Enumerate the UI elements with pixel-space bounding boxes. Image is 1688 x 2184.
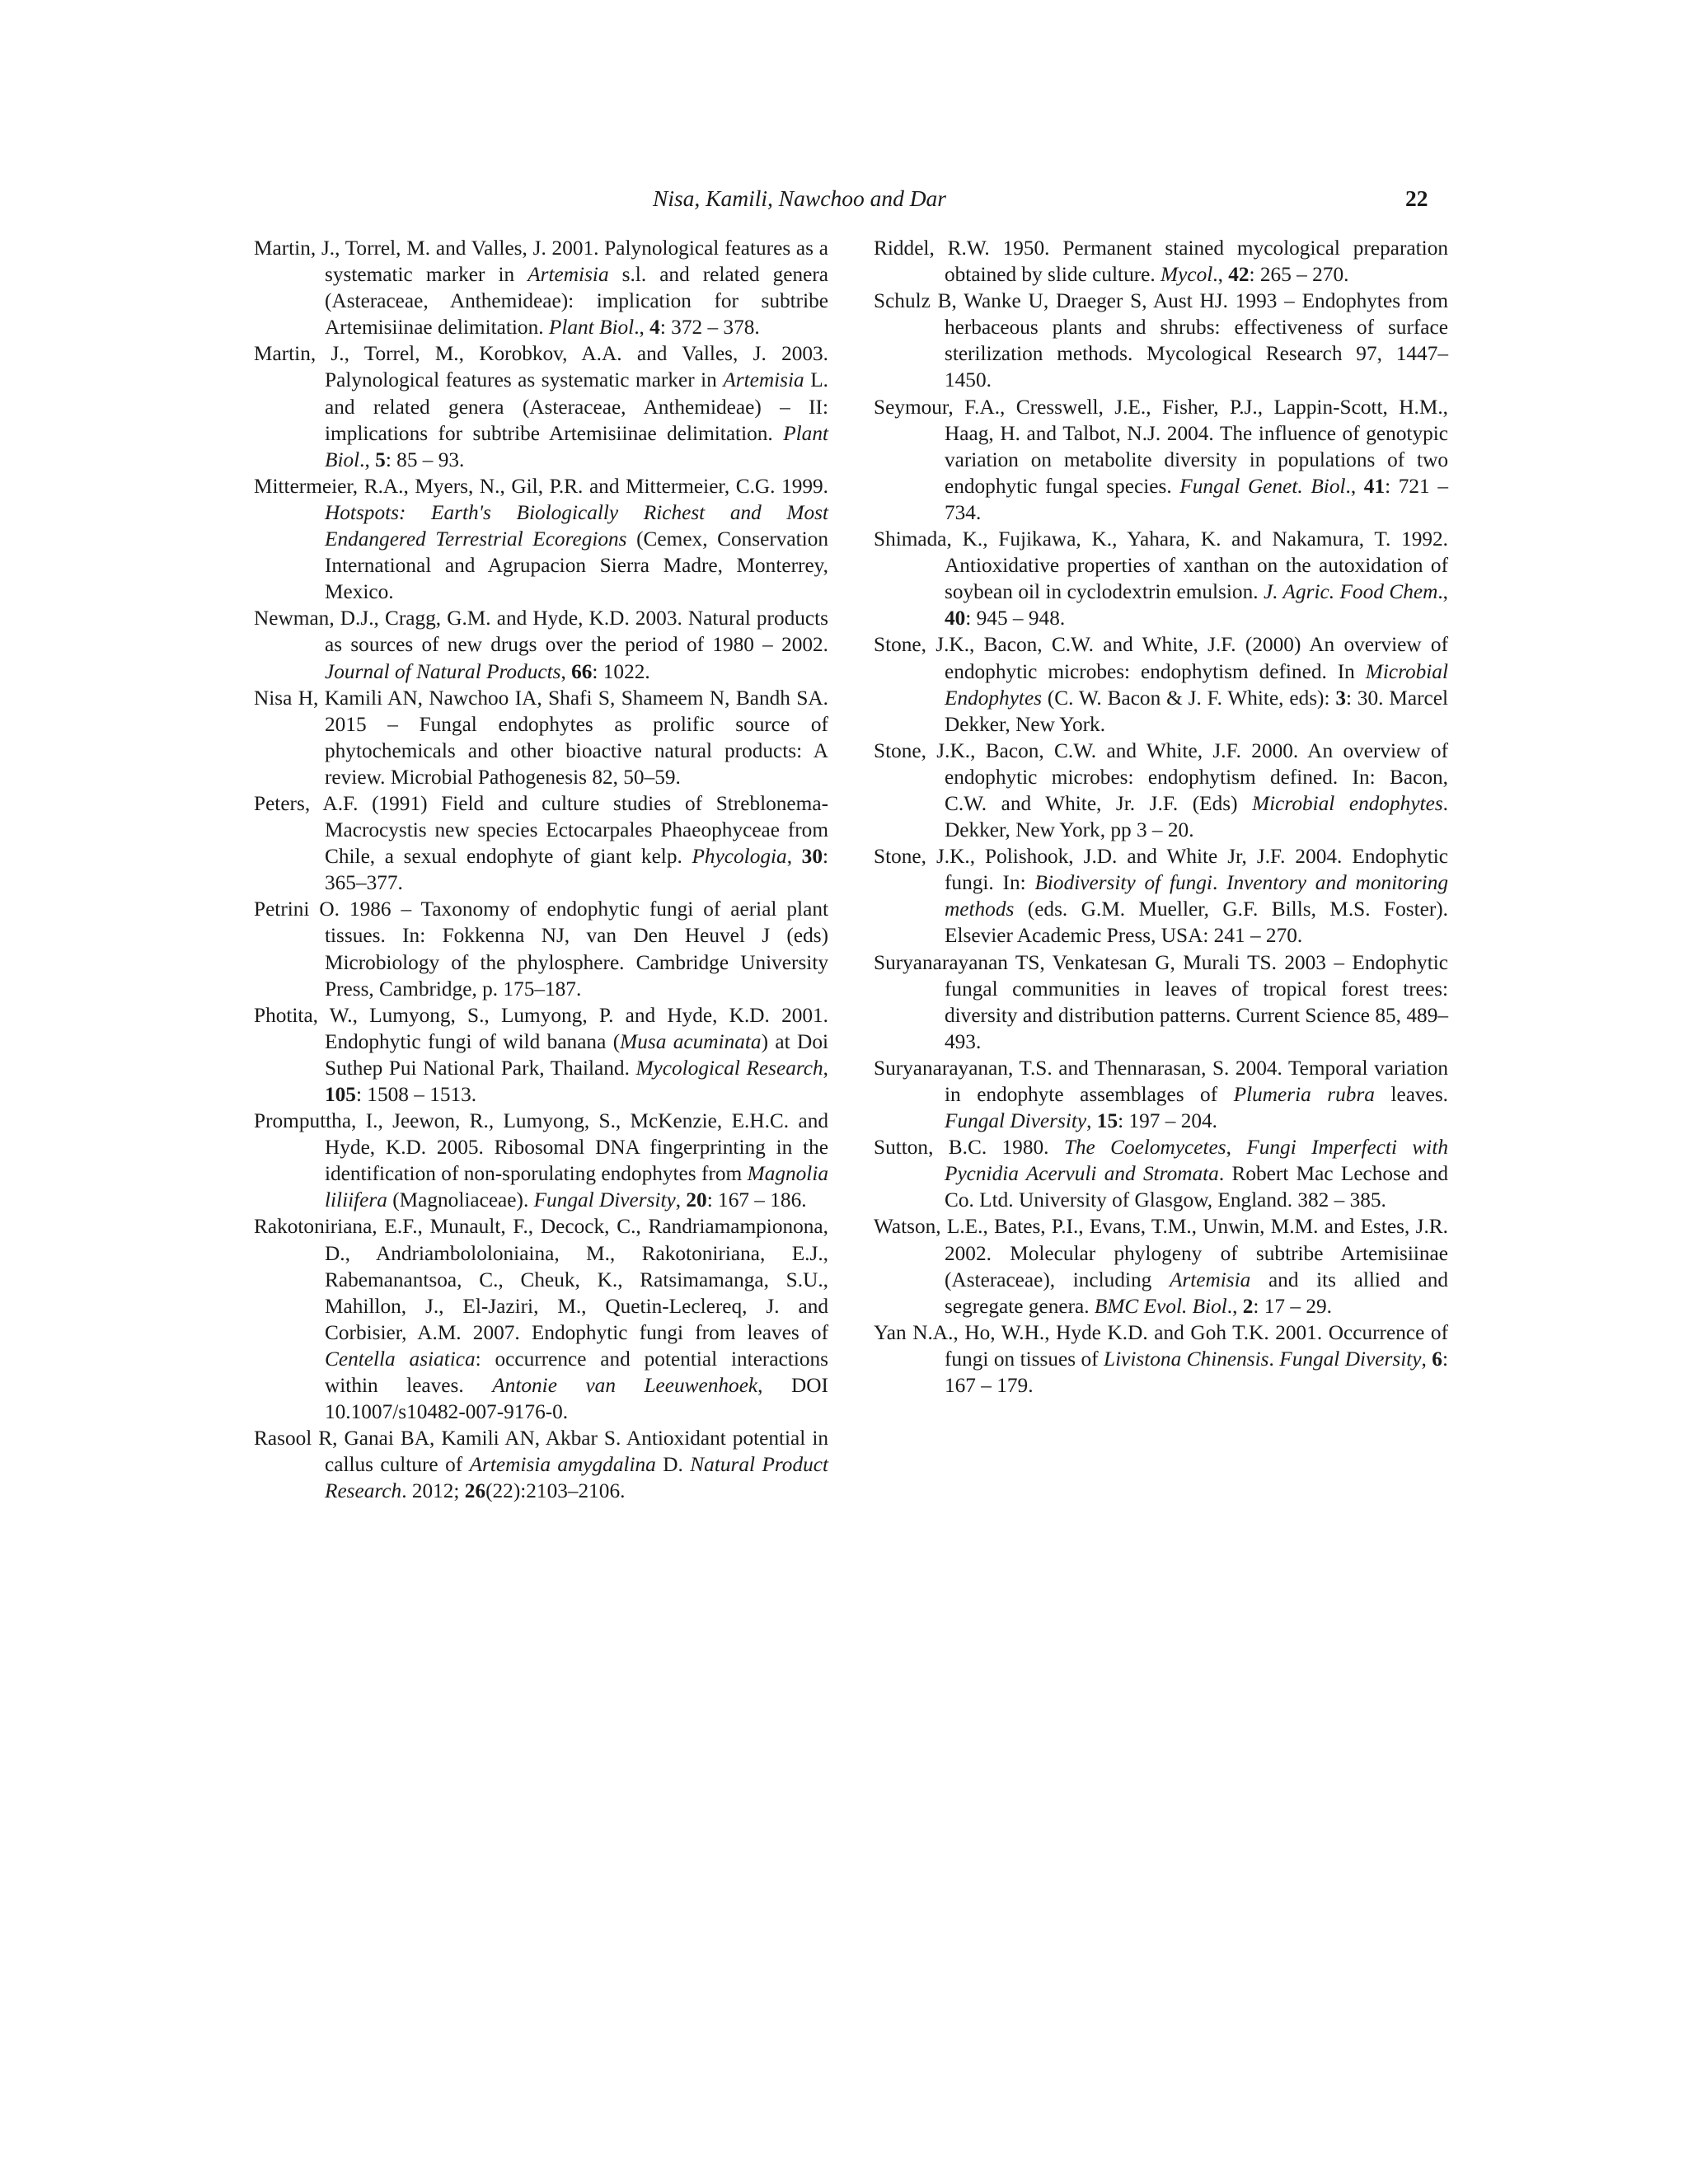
reference-text-segment: ) at Doi Suthep Pui National Park, Thailand. xyxy=(325,1029,828,1080)
reference-text-segment: (Magnoliaceae). xyxy=(387,1188,534,1212)
reference-text-segment: : 30. Marcel Dekker, New York. xyxy=(945,686,1448,736)
reference-entry xyxy=(874,1213,1448,1319)
reference-text-segment: 15 xyxy=(1096,1109,1118,1133)
reference-text-segment: Mittermeier, R.A., Myers, N., Gil, P.R. and Mittermeier, C.G. 1999. xyxy=(254,474,828,498)
reference-text-segment: Stone, J.K., Bacon, C.W. and White, J.F. 2000. An overview of endophytic microbes: endophytism defined. In: Bacon, C.W. and White, Jr. J.F. (Eds) xyxy=(874,738,1448,815)
reference-text-segment: ., xyxy=(359,448,376,471)
reference-text-segment: (22):2103–2106. xyxy=(485,1479,626,1503)
reference-text-segment: (Cemex, Conservation International and Agrupacion Sierra Madre, Monterrey, Mexico. xyxy=(325,527,828,604)
reference-text-segment: D. xyxy=(655,1453,691,1477)
reference-text-segment: Suryanarayanan, T.S. and Thennarasan, S. 2004. Temporal variation in endophyte assemblages of xyxy=(874,1056,1448,1106)
reference-text-segment: Mycol xyxy=(1160,263,1213,287)
reference-text-segment: Schulz B, Wanke U, Draeger S, Aust HJ. 1993 – Endophytes from herbaceous plants and shrubs: effectiveness of surface sterilization methods. Mycological Research 97, 1447–1450. xyxy=(874,289,1448,392)
reference-text-segment: ., xyxy=(634,316,650,340)
reference-entry xyxy=(254,1108,828,1213)
reference-text-segment: Photita, W., Lumyong, S., Lumyong, P. and Hyde, K.D. 2001. Endophytic fungi of wild banana ( xyxy=(254,1003,828,1053)
reference-text-segment: : 167 – 186. xyxy=(706,1188,807,1212)
reference-text-segment: : 1508 – 1513. xyxy=(355,1083,477,1106)
reference-text-segment: Nisa H, Kamili AN, Nawchoo IA, Shafi S, Shameem N, Bandh SA. 2015 – Fungal endophytes as prolific source of phytochemicals and other bioactive natural products: A review. Microbial Pathogenesis 82, 50–59. xyxy=(254,686,828,789)
reference-entry xyxy=(254,605,828,684)
reference-text-segment: Livistona Chinensis xyxy=(1104,1347,1269,1371)
reference-text-segment: BMC Evol. Biol xyxy=(1094,1294,1227,1318)
reference-entry xyxy=(254,473,828,605)
reference-text-segment: , xyxy=(1226,1136,1247,1160)
reference-text-segment: ., xyxy=(1437,580,1448,604)
reference-text-segment: , xyxy=(1421,1347,1432,1371)
reference-text-segment: 4 xyxy=(649,316,660,340)
reference-text-segment: ., xyxy=(1226,1294,1243,1318)
reference-text-segment: Plumeria rubra xyxy=(1233,1083,1375,1106)
reference-text-segment: , xyxy=(823,1056,828,1080)
reference-text-segment: Shimada, K., Fujikawa, K., Yahara, K. and Nakamura, T. 1992. Antioxidative properties of xanthan on the autoxidation of soybean oil in cyclodextrin emulsion. xyxy=(874,527,1448,604)
reference-text-segment: Biodiversity of fungi xyxy=(1034,871,1212,895)
reference-text-segment: Fungal Genet. Biol xyxy=(1179,474,1346,498)
reference-text-segment: Watson, L.E., Bates, P.I., Evans, T.M., Unwin, M.M. and Estes, J.R. 2002. Molecular phylogeny of subtribe Artemisiinae (Asteraceae), including xyxy=(874,1215,1448,1291)
reference-text-segment: Hotspots: Earth's Biologically Richest and Most Endangered Terrestrial Ecoregions xyxy=(325,500,828,551)
reference-text-segment: 20 xyxy=(686,1188,707,1212)
reference-text-segment: Antonie van Leeuwenhoek xyxy=(492,1374,758,1398)
reference-text-segment: . xyxy=(1212,871,1227,895)
reference-text-segment: , DOI 10.1007/s10482-007-9176-0. xyxy=(325,1374,828,1424)
reference-text-segment: Suryanarayanan TS, Venkatesan G, Murali TS. 2003 – Endophytic fungal communities in leaves of tropical forest trees: diversity and distribution patterns. Current Science 85, 489–493. xyxy=(874,950,1448,1053)
reference-text-segment: 3 xyxy=(1335,686,1347,710)
reference-text-segment: : 365–377. xyxy=(325,845,828,895)
reference-text-segment: . 2012; xyxy=(401,1479,465,1503)
reference-text-segment: Seymour, F.A., Cresswell, J.E., Fisher, P.J., Lappin-Scott, H.M., Haag, H. and Talbot, N.J. 2004. The influence of genotypic variation on metabolite diversity in populations of two endophytic fungal species. xyxy=(874,395,1448,498)
reference-entry xyxy=(874,526,1448,631)
reference-text-segment: Microbial endophytes xyxy=(1252,791,1443,815)
reference-text-segment: 26 xyxy=(464,1479,486,1503)
reference-text-segment: , xyxy=(1086,1109,1097,1133)
reference-text-segment: Rasool R, Ganai BA, Kamili AN, Akbar S. Antioxidant potential in callus culture of xyxy=(254,1427,828,1477)
reference-text-segment: L. and related genera (Asteraceae, Anthemideae) – II: implications for subtribe Artemisiinae delimitation. xyxy=(325,368,828,445)
reference-text-segment: : 167 – 179. xyxy=(945,1347,1448,1398)
reference-entry xyxy=(874,949,1448,1055)
reference-text-segment: Rakotoniriana, E.F., Munault, F., Decock, C., Randriamampionona, D., Andriambololoniaina, M., Rakotoniriana, E.J., Rabemanantsoa, C., Cheuk, K., Ratsimamanga, S.U., Mahillon, J., El-Jaziri, M., Quetin-Leclereq, J. and Corbisier, A.M. 2007. Endophytic fungi from leaves of xyxy=(254,1215,828,1344)
reference-entry xyxy=(874,1319,1448,1399)
reference-text-segment: : 945 – 948. xyxy=(965,607,1066,630)
reference-entry xyxy=(874,631,1448,737)
reference-text-segment: , xyxy=(675,1188,687,1212)
reference-text-segment: Microbial Endophytes xyxy=(945,659,1448,710)
reference-text-segment: Newman, D.J., Cragg, G.M. and Hyde, K.D. 2003. Natural products as sources of new drugs over the period of 1980 – 2002. xyxy=(254,607,828,657)
reference-entry xyxy=(254,685,828,790)
reference-text-segment: , xyxy=(560,659,572,683)
reference-entry xyxy=(874,288,1448,393)
reference-text-segment: 66 xyxy=(571,659,593,683)
reference-text-segment: Martin, J., Torrel, M., Korobkov, A.A. and Valles, J. 2003. Palynological features as systematic marker in xyxy=(254,342,828,392)
reference-text-segment: Artemisia amygdalina xyxy=(469,1453,656,1477)
reference-entry xyxy=(254,1425,828,1504)
reference-text-segment: 2 xyxy=(1242,1294,1254,1318)
reference-text-segment: : 721 – 734. xyxy=(945,474,1448,524)
reference-entry xyxy=(254,1002,828,1108)
reference-text-segment: : 372 – 378. xyxy=(659,316,760,340)
reference-text-segment: Magnolia liliifera xyxy=(325,1162,828,1212)
page-number: 22 xyxy=(1405,185,1428,211)
reference-text-segment: : 197 – 204. xyxy=(1118,1109,1217,1133)
reference-entry xyxy=(874,394,1448,526)
reference-text-segment: Centella asiatica xyxy=(325,1347,476,1371)
reference-text-segment: Artemisia xyxy=(1169,1268,1251,1291)
reference-text-segment: : occurrence and potential interactions within leaves. xyxy=(325,1347,829,1398)
reference-text-segment: ., xyxy=(1345,474,1364,498)
reference-entry xyxy=(874,1134,1448,1213)
reference-text-segment: s.l. and related genera (Asteraceae, Anthemideae): implication for subtribe Artemisiinae delimitation. xyxy=(325,263,829,340)
reference-entry xyxy=(254,790,828,896)
reference-text-segment: 42 xyxy=(1228,263,1250,287)
reference-text-segment: Yan N.A., Ho, W.H., Hyde K.D. and Goh T.K. 2001. Occurrence of fungi on tissues of xyxy=(874,1320,1448,1371)
reference-text-segment: Journal of Natural Products xyxy=(325,659,561,683)
reference-text-segment: J. Agric. Food Chem xyxy=(1263,580,1438,604)
reference-text-segment: : 17 – 29. xyxy=(1253,1294,1332,1318)
references-right-column xyxy=(874,235,1448,1399)
reference-text-segment: Peters, A.F. (1991) Field and culture studies of Streblonema-Macrocystis new species Ectocarpales Phaeophyceae from Chile, a sexual endophyte of giant kelp. xyxy=(254,791,828,869)
references-left-column xyxy=(254,235,828,1505)
reference-text-segment: : 265 – 270. xyxy=(1249,263,1349,287)
reference-text-segment: (C. W. Bacon & J. F. White, eds): xyxy=(1042,686,1336,710)
reference-text-segment: ., xyxy=(1212,263,1229,287)
reference-text-segment: Petrini O. 1986 – Taxonomy of endophytic fungi of aerial plant tissues. In: Fokkenna NJ, van Den Heuvel J (eds) Microbiology of the phylosphere. Cambridge University Press, Cambridge, p. 175–187. xyxy=(254,898,828,1001)
reference-text-segment: Fungal Diversity xyxy=(1279,1347,1422,1371)
reference-text-segment: Plant Biol xyxy=(325,421,828,471)
reference-text-segment: Fungi Imperfecti with Pycnidia Acervuli and Stromata xyxy=(945,1136,1449,1186)
reference-text-segment: 5 xyxy=(375,448,386,471)
reference-entry xyxy=(874,235,1448,288)
reference-text-segment: Artemisia xyxy=(528,263,609,287)
reference-text-segment: Riddel, R.W. 1950. Permanent stained mycological preparation obtained by slide culture. xyxy=(874,237,1448,287)
reference-text-segment: Promputtha, I., Jeewon, R., Lumyong, S., McKenzie, E.H.C. and Hyde, K.D. 2005. Ribosomal DNA fingerprinting in the identification of non-sporulating endophytes from xyxy=(254,1109,828,1186)
reference-text-segment: Fungal Diversity xyxy=(533,1188,676,1212)
reference-text-segment: 30 xyxy=(801,845,823,869)
reference-text-segment: Sutton, B.C. 1980. xyxy=(874,1136,1064,1160)
reference-entry xyxy=(254,1213,828,1425)
reference-text-segment: leaves. xyxy=(1374,1083,1448,1106)
reference-text-segment: 105 xyxy=(325,1083,356,1106)
reference-text-segment: Fungal Diversity xyxy=(945,1109,1087,1133)
reference-text-segment: Phycologia xyxy=(692,845,787,869)
reference-text-segment: Martin, J., Torrel, M. and Valles, J. 2001. Palynological features as a systematic marker in xyxy=(254,237,828,287)
reference-text-segment: 40 xyxy=(945,607,966,630)
reference-entry xyxy=(874,738,1448,843)
reference-entry xyxy=(874,1055,1448,1134)
reference-text-segment: Stone, J.K., Polishook, J.D. and White Jr, J.F. 2004. Endophytic fungi. In: xyxy=(874,845,1448,895)
reference-text-segment: : 1022. xyxy=(592,659,650,683)
reference-text-segment: (eds. G.M. Mueller, G.F. Bills, M.S. Foster). Elsevier Academic Press, USA: 241 – 270. xyxy=(945,898,1448,948)
reference-text-segment: 41 xyxy=(1363,474,1386,498)
reference-text-segment: Inventory and monitoring methods xyxy=(945,871,1448,921)
reference-text-segment: Musa acuminata xyxy=(620,1029,762,1053)
reference-text-segment: . xyxy=(1268,1347,1280,1371)
reference-text-segment: . Robert Mac Lechose and Co. Ltd. University of Glasgow, England. 382 – 385. xyxy=(945,1162,1448,1212)
reference-entry xyxy=(874,843,1448,949)
running-head: Nisa, Kamili, Nawchoo and Dar xyxy=(653,185,947,211)
reference-text-segment: The Coelomycetes xyxy=(1063,1136,1226,1160)
reference-text-segment: , xyxy=(786,845,802,869)
reference-text-segment: and its allied and segregate genera. xyxy=(945,1268,1448,1318)
reference-text-segment: Plant Biol xyxy=(548,316,635,340)
reference-text-segment: Stone, J.K., Bacon, C.W. and White, J.F. (2000) An overview of endophytic microbes: endophytism defined. In xyxy=(874,633,1448,683)
reference-entry xyxy=(254,340,828,472)
reference-text-segment: : 85 – 93. xyxy=(385,448,465,471)
reference-entry xyxy=(254,896,828,1001)
reference-text-segment: Mycological Research xyxy=(635,1056,823,1080)
reference-text-segment: 6 xyxy=(1432,1347,1442,1371)
reference-text-segment: . Dekker, New York, pp 3 – 20. xyxy=(945,791,1448,842)
reference-text-segment: Artemisia xyxy=(723,368,804,392)
reference-entry xyxy=(254,235,828,340)
reference-text-segment: Natural Product Research xyxy=(325,1453,829,1503)
